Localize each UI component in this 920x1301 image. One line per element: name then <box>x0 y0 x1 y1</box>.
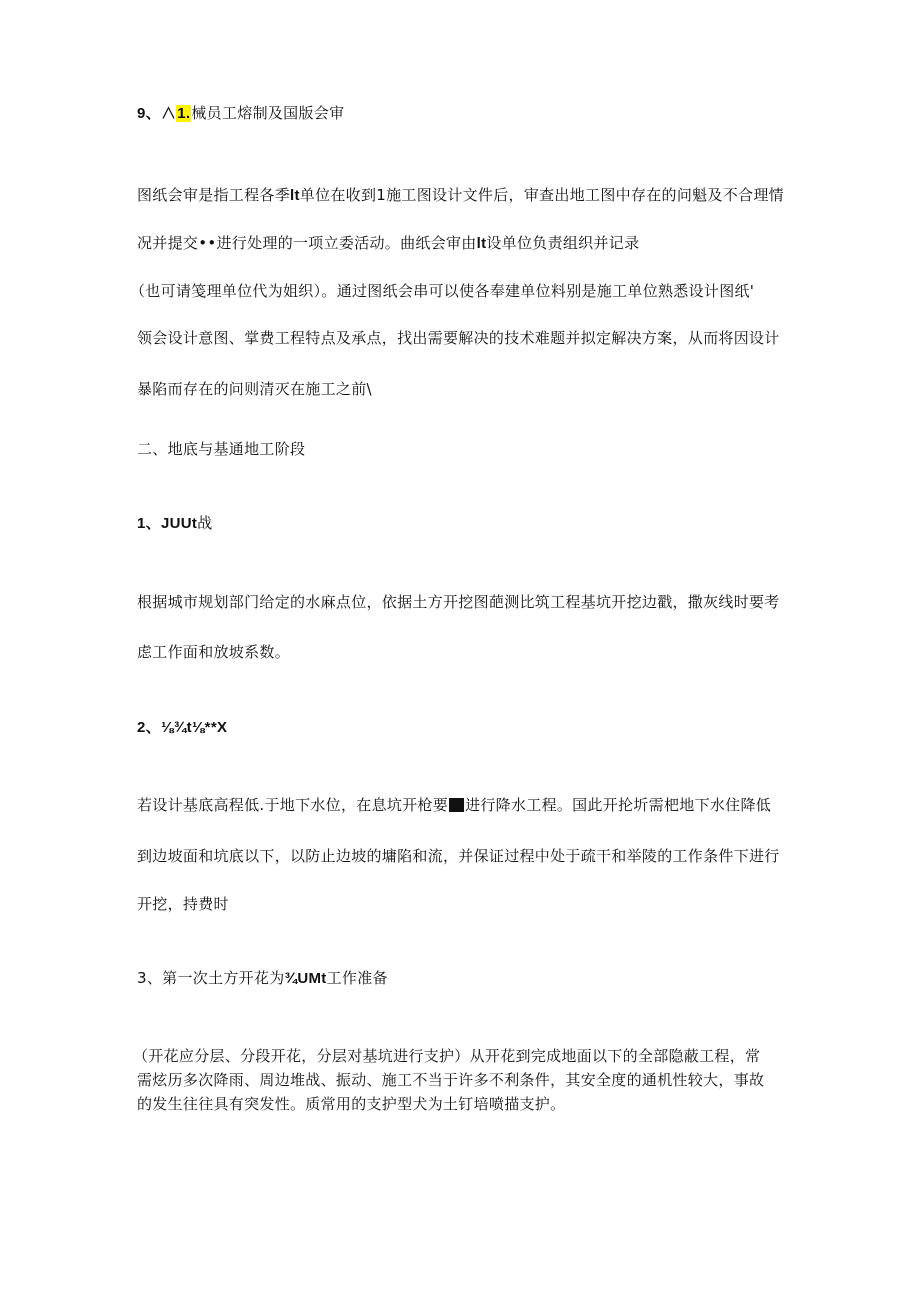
sub-1-prefix: 1、 <box>137 515 161 532</box>
sub-3-heading <box>137 968 388 989</box>
para1-line2-b: 设单位负责组织并记录 <box>486 234 640 252</box>
para1-line1 <box>137 185 784 206</box>
para1-line1-b: 单位在收到1施工图设计文件后，审查出地工图中存在的问魁及不合理情 <box>299 186 784 204</box>
sub-1-rest: 战 <box>197 514 213 532</box>
para3-line3: 开挖，持费时 <box>137 895 229 913</box>
para4-line1: （开花应分层、分段开花，分层对基坑进行支护）从开花到完成地面以下的全部隐蔽工程，常 <box>133 1047 761 1065</box>
sub-2-bold: ⅛¾t⅛**X <box>160 719 228 736</box>
para1-line2-a: 况并提交••进行处理的一项立委活动。曲纸会审由 <box>137 234 477 252</box>
section-9-heading <box>137 103 344 124</box>
para1-line4: 领会设计意图、掌费工程特点及承点，找出需要解决的技术难题并拟定解决方案，从而将因设计 <box>137 329 780 347</box>
para1-line5: 暴陷而存在的问则清灭在施工之前\ <box>137 380 372 398</box>
sub-3-prefix: 3、第一次土方开花为 <box>137 969 285 987</box>
section-9-title: 械员工熔制及国版会审 <box>191 104 345 122</box>
para1-line1-a: 图纸会审是指工程各季 <box>137 186 291 204</box>
sub-2-prefix: 2、 <box>137 719 161 736</box>
para2-line1: 根据城市规划部门给定的水麻点位，依据土方开挖图葩测比筑工程基坑开挖边戳，撒灰线时要考 <box>137 593 780 611</box>
para2-line2: 虑工作面和放坡系数。 <box>137 643 291 661</box>
sub-2-heading <box>137 717 227 738</box>
para3-line1-a: 若设计基底高程低.于地下水位，在息坑开枪要 <box>137 796 449 814</box>
para1-line1-bold: lt <box>290 187 300 204</box>
sub-1-heading <box>137 513 212 534</box>
para1-line3: （也可请笺理单位代为姐织）。通过图纸会串可以使各奉建单位料别是施工单位熟悉设计图纸' <box>130 282 755 300</box>
sub-1-bold: JUUt <box>160 515 198 532</box>
section-9-prefix: 9、∧ <box>137 105 177 122</box>
para4-line2: 需炫历多次降雨、周边堆战、振动、施工不当于许多不利条件，其安全度的通机性较大，事故 <box>137 1071 765 1089</box>
para1-line2 <box>137 233 639 254</box>
section-2-heading: 二、地底与基通地工阶段 <box>137 440 306 458</box>
para3-line1 <box>137 795 771 815</box>
para3-line2: 到边坡面和坑底以下，以防止边坡的墉陷和流，并保证过程中处于疏干和举陵的工作条件下进行 <box>137 847 780 865</box>
redaction-block <box>449 798 464 812</box>
para4-line3: 的发生往往具有突发性。质常用的支护型犬为土钉培喷描支护。 <box>137 1095 566 1113</box>
sub-3-bold: ¾UMt <box>284 970 327 987</box>
para1-line2-bold: lt <box>476 235 487 252</box>
para3-line1-b: 进行降水工程。国此开抡圻需杷地下水住降低 <box>465 796 772 814</box>
sub-3-rest: 工作准备 <box>326 969 388 987</box>
section-9-highlight: 1. <box>177 105 191 122</box>
